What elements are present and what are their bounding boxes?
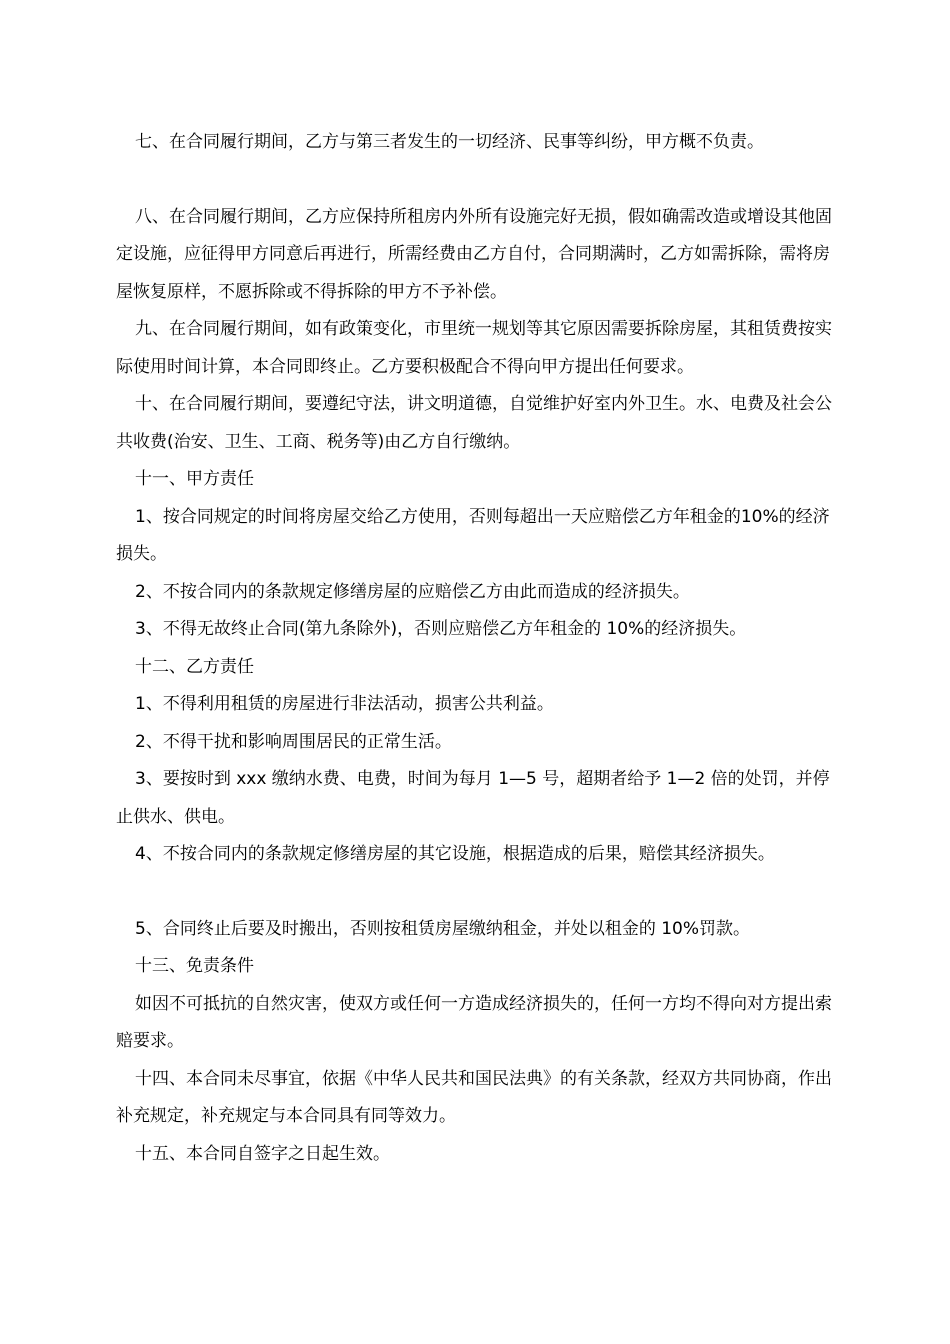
clause-11-item-3: 3、不得无故终止合同(第九条除外)，否则应赔偿乙方年租金的 10%的经济损失。 <box>135 619 747 639</box>
clause-13-text: 如因不可抵抗的自然灾害，使双方或任何一方造成经济损失的，任何一方均不得向对方提出索赔要求。 <box>116 993 832 1051</box>
clause-7: 七、在合同履行期间，乙方与第三者发生的一切经济、民事等纠纷，甲方概不负责。 <box>135 132 764 152</box>
clause-12-item-3: 3、要按时到 xxx 缴纳水费、电费，时间为每月 1—5 号，超期者给予 1—2 倍的处罚，并停止供水、供电。 <box>116 769 830 827</box>
clause-8: 八、在合同履行期间，乙方应保持所租房内外所有设施完好无损，假如确需改造或增设其他固定设施，应征得甲方同意后再进行，所需经费由乙方自付，合同期满时，乙方如需拆除，需将房屋恢复原样，不愿拆除或不得拆除的甲方不予补偿。 <box>116 206 832 302</box>
contract-body <box>116 124 846 1173</box>
clause-9: 九、在合同履行期间，如有政策变化，市里统一规划等其它原因需要拆除房屋，其租赁费按实际使用时间计算，本合同即终止。乙方要积极配合不得向甲方提出任何要求。 <box>116 319 832 377</box>
clause-14: 十四、本合同未尽事宜，依据《中华人民共和国民法典》的有关条款，经双方共同协商，作出补充规定，补充规定与本合同具有同等效力。 <box>116 1068 832 1126</box>
clause-12-item-2: 2、不得干扰和影响周围居民的正常生活。 <box>135 731 452 752</box>
clause-12-item-4: 4、不按合同内的条款规定修缮房屋的其它设施，根据造成的后果，赔偿其经济损失。 <box>135 844 775 864</box>
section-heading-13: 十三、免责条件 <box>135 956 254 976</box>
clause-10: 十、在合同履行期间，要遵纪守法，讲文明道德，自觉维护好室内外卫生。水、电费及社会公共收费(治安、卫生、工商、税务等)由乙方自行缴纳。 <box>116 394 832 452</box>
section-heading-12: 十二、乙方责任 <box>135 656 254 677</box>
clause-12-item-5: 5、合同终止后要及时搬出，否则按租赁房屋缴纳租金，并处以租金的 10%罚款。 <box>135 918 751 939</box>
clause-15: 十五、本合同自签字之日起生效。 <box>135 1143 390 1164</box>
clause-11-item-2: 2、不按合同内的条款规定修缮房屋的应赔偿乙方由此而造成的经济损失。 <box>135 581 690 602</box>
section-heading-11: 十一、甲方责任 <box>135 469 254 489</box>
clause-11-item-1: 1、按合同规定的时间将房屋交给乙方使用，否则每超出一天应赔偿乙方年租金的10%的经济损失。 <box>116 506 830 564</box>
clause-12-item-1: 1、不得利用租赁的房屋进行非法活动，损害公共利益。 <box>135 694 554 714</box>
